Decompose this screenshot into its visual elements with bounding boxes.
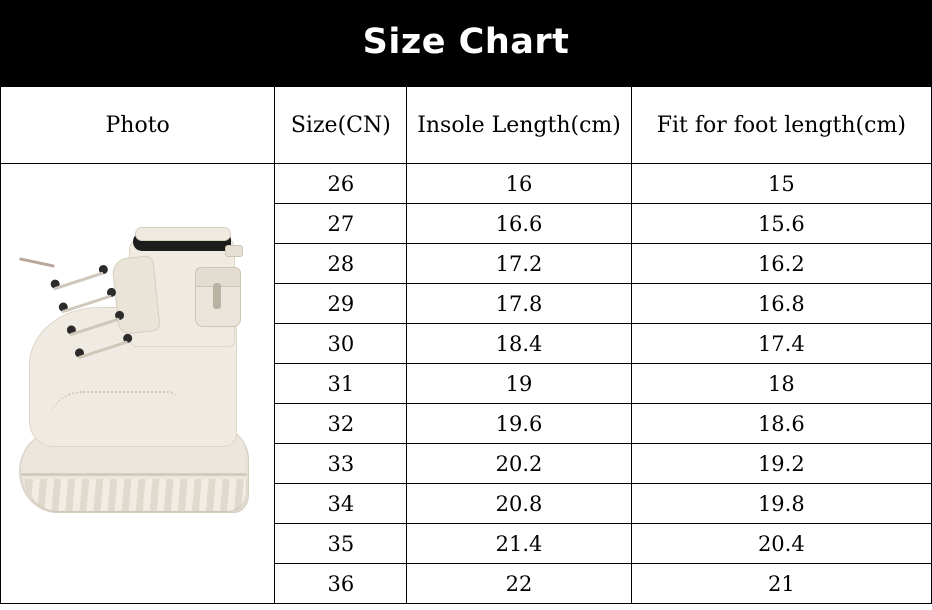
cell-fit: 17.4 — [631, 324, 931, 364]
cell-insole: 16 — [407, 164, 631, 204]
cell-fit: 18.6 — [631, 404, 931, 444]
boot-illustration — [1, 179, 273, 589]
boot-collar — [135, 227, 231, 241]
cell-size: 33 — [275, 444, 407, 484]
column-header-size: Size(CN) — [275, 87, 407, 164]
table-row — [1, 164, 932, 204]
cell-fit: 15.6 — [631, 204, 931, 244]
cell-size: 28 — [275, 244, 407, 284]
size-table — [0, 86, 932, 604]
boot-lace-aglet — [19, 257, 55, 267]
cell-size: 35 — [275, 524, 407, 564]
cell-size: 29 — [275, 284, 407, 324]
cell-insole: 21.4 — [407, 524, 631, 564]
cell-fit: 20.4 — [631, 524, 931, 564]
title-bar — [0, 0, 932, 84]
cell-size: 32 — [275, 404, 407, 444]
cell-fit: 19.8 — [631, 484, 931, 524]
cell-insole: 17.2 — [407, 244, 631, 284]
column-header-photo: Photo — [1, 87, 275, 164]
page-title: Size Chart — [362, 22, 570, 62]
size-table-container — [0, 84, 932, 610]
cell-insole: 20.2 — [407, 444, 631, 484]
cell-size: 31 — [275, 364, 407, 404]
cell-size: 34 — [275, 484, 407, 524]
cell-fit: 18 — [631, 364, 931, 404]
cell-fit: 15 — [631, 164, 931, 204]
boot-heel-pull-tab — [225, 245, 243, 257]
boot-lace — [70, 317, 120, 336]
cell-insole: 22 — [407, 564, 631, 604]
cell-fit: 21 — [631, 564, 931, 604]
table-header-row — [1, 87, 932, 164]
cell-size: 30 — [275, 324, 407, 364]
column-header-insole-length: Insole Length(cm) — [407, 87, 631, 164]
table-header — [1, 87, 932, 164]
boot-tread — [25, 479, 247, 512]
boot-lace — [78, 340, 128, 359]
boot-toe-seam — [47, 391, 177, 427]
table-body — [1, 164, 932, 604]
boot-midsole-line — [21, 473, 247, 476]
cell-size: 27 — [275, 204, 407, 244]
boot-lace — [53, 271, 103, 290]
product-photo-cell — [1, 164, 275, 604]
cell-size: 36 — [275, 564, 407, 604]
cell-insole: 18.4 — [407, 324, 631, 364]
cell-fit: 16.8 — [631, 284, 931, 324]
boot-lace — [61, 294, 111, 313]
cell-size: 26 — [275, 164, 407, 204]
cell-insole: 19.6 — [407, 404, 631, 444]
column-header-foot-length: Fit for foot length(cm) — [631, 87, 931, 164]
boot-pocket-zipper — [213, 283, 221, 309]
cell-insole: 17.8 — [407, 284, 631, 324]
cell-fit: 19.2 — [631, 444, 931, 484]
cell-insole: 16.6 — [407, 204, 631, 244]
cell-insole: 19 — [407, 364, 631, 404]
cell-insole: 20.8 — [407, 484, 631, 524]
cell-fit: 16.2 — [631, 244, 931, 284]
